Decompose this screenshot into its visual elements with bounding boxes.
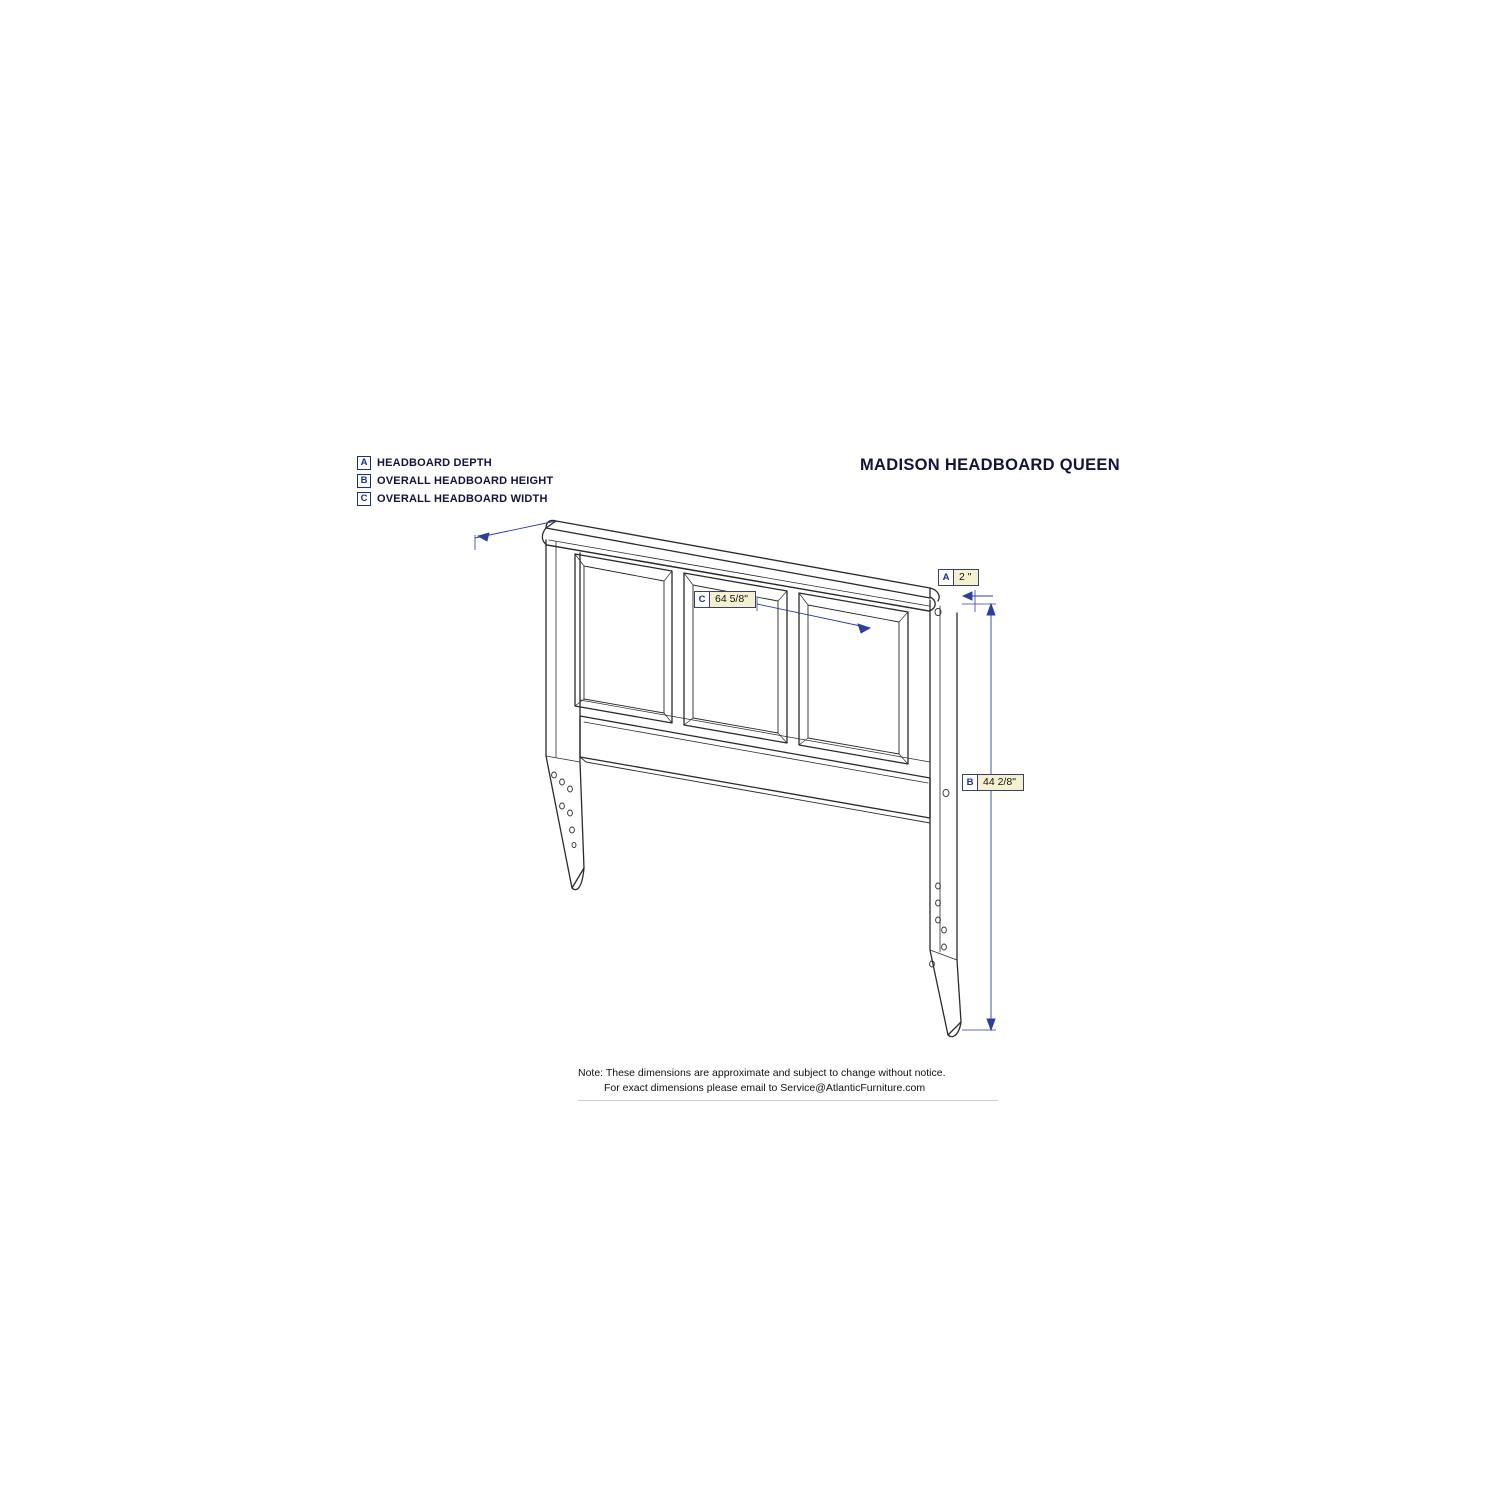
legend-label-a: HEADBOARD DEPTH bbox=[377, 457, 492, 469]
legend-tag-c-icon: C bbox=[357, 492, 371, 506]
note-line-2: For exact dimensions please email to Service@AtlanticFurniture.com bbox=[604, 1082, 926, 1094]
callout-b-tag-icon: B bbox=[963, 775, 978, 790]
callout-a-tag-icon: A bbox=[939, 570, 954, 585]
callout-b-value: 44 2/8" bbox=[983, 776, 1016, 788]
callout-a-headboard-depth bbox=[938, 569, 979, 586]
note-line-1: Note: These dimensions are approximate and subject to change without notice. bbox=[578, 1067, 946, 1079]
callout-c-overall-width bbox=[694, 591, 756, 608]
note-divider bbox=[578, 1100, 998, 1101]
legend-tag-a-icon: A bbox=[357, 456, 371, 470]
callout-c-value: 64 5/8" bbox=[715, 593, 748, 605]
legend-label-c: OVERALL HEADBOARD WIDTH bbox=[377, 493, 548, 505]
callout-a-value: 2 " bbox=[959, 571, 972, 583]
page-title: MADISON HEADBOARD QUEEN bbox=[860, 456, 1120, 474]
legend-label-b: OVERALL HEADBOARD HEIGHT bbox=[377, 475, 554, 487]
callout-c-tag-icon: C bbox=[695, 592, 710, 607]
disclaimer-note bbox=[578, 1066, 998, 1096]
callout-b-overall-height bbox=[962, 774, 1024, 791]
legend-tag-b-icon: B bbox=[357, 474, 371, 488]
